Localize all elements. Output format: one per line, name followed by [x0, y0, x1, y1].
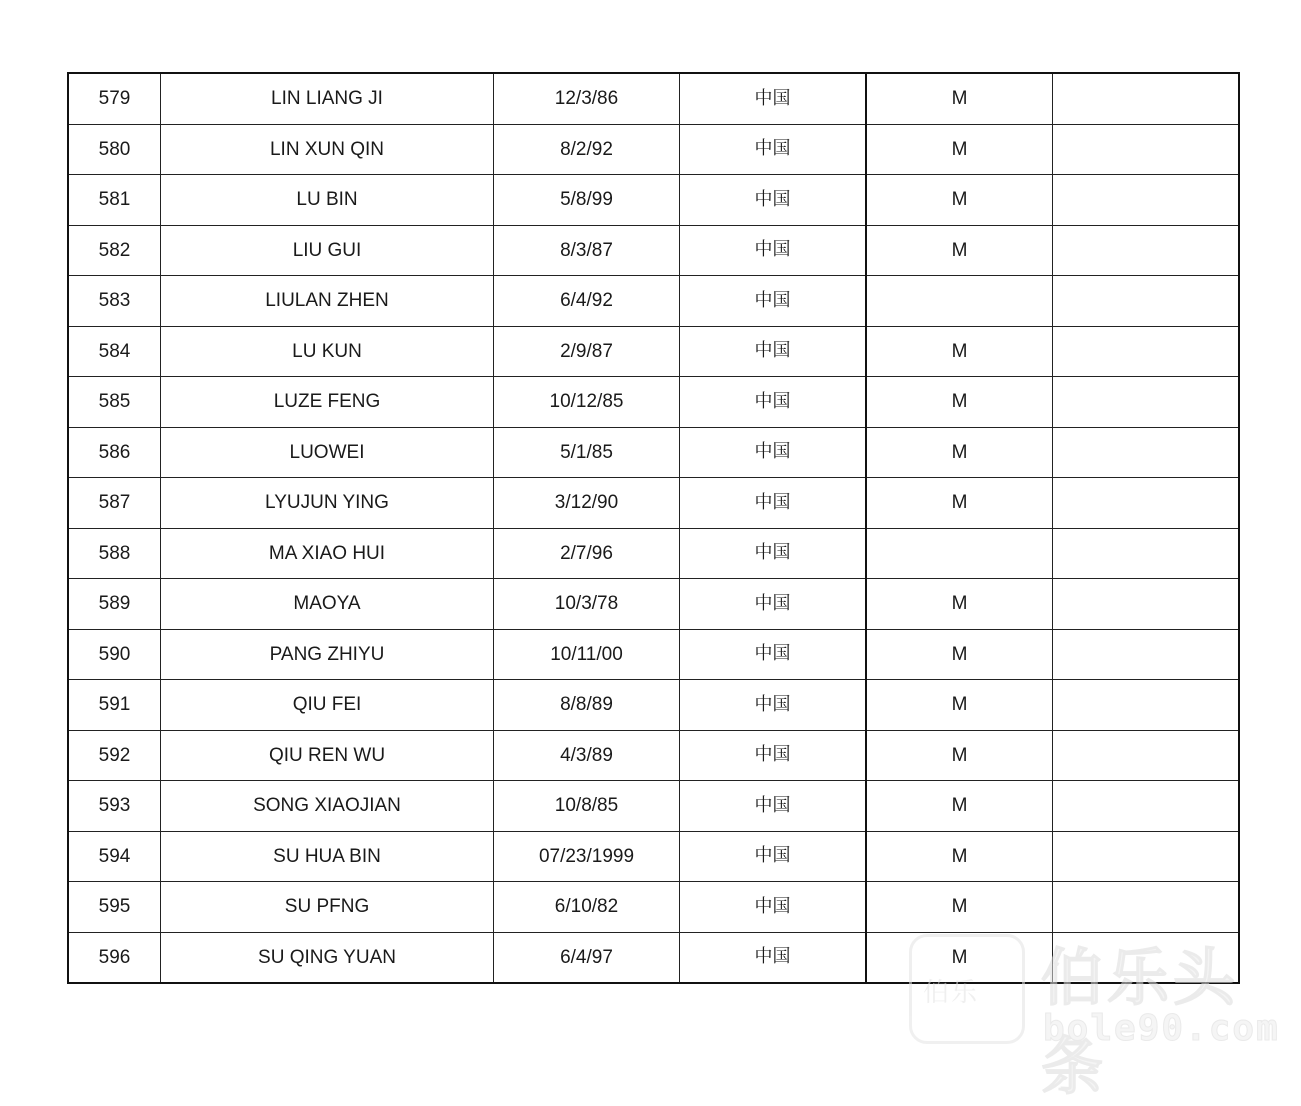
table-row [68, 680, 1239, 731]
table-row [68, 781, 1239, 832]
country-cell: 中国 [680, 175, 867, 226]
name-cell: SU HUA BIN [161, 831, 494, 882]
gender-cell [866, 528, 1053, 579]
gender-cell: M [866, 478, 1053, 529]
extra-cell [1053, 680, 1240, 731]
row-number-cell: 595 [68, 882, 161, 933]
country-cell: 中国 [680, 528, 867, 579]
gender-cell: M [866, 932, 1053, 983]
country-cell: 中国 [680, 680, 867, 731]
gender-cell: M [866, 175, 1053, 226]
extra-cell [1053, 175, 1240, 226]
gender-cell: M [866, 326, 1053, 377]
table-row [68, 579, 1239, 630]
watermark-url: bole90.com [1043, 1008, 1280, 1049]
name-cell: QIU REN WU [161, 730, 494, 781]
table-row [68, 276, 1239, 327]
name-cell: LU BIN [161, 175, 494, 226]
birth-date-cell: 4/3/89 [494, 730, 680, 781]
birth-date-cell: 2/9/87 [494, 326, 680, 377]
table-row [68, 225, 1239, 276]
row-number-cell: 581 [68, 175, 161, 226]
row-number-cell: 583 [68, 276, 161, 327]
watermark-title: 伯乐头条 [1041, 941, 1240, 1103]
extra-cell [1053, 73, 1240, 124]
gender-cell [866, 276, 1053, 327]
extra-cell [1053, 730, 1240, 781]
row-number-cell: 589 [68, 579, 161, 630]
name-cell: LIULAN ZHEN [161, 276, 494, 327]
birth-date-cell: 10/12/85 [494, 377, 680, 428]
row-number-cell: 587 [68, 478, 161, 529]
birth-date-cell: 5/8/99 [494, 175, 680, 226]
name-cell: SU PFNG [161, 882, 494, 933]
name-cell: LU KUN [161, 326, 494, 377]
gender-cell: M [866, 831, 1053, 882]
row-number-cell: 579 [68, 73, 161, 124]
name-cell: LYUJUN YING [161, 478, 494, 529]
name-cell: LIN XUN QIN [161, 124, 494, 175]
gender-cell: M [866, 882, 1053, 933]
birth-date-cell: 8/2/92 [494, 124, 680, 175]
roster-table [67, 72, 1240, 984]
row-number-cell: 594 [68, 831, 161, 882]
birth-date-cell: 10/11/00 [494, 629, 680, 680]
country-cell: 中国 [680, 73, 867, 124]
birth-date-cell: 5/1/85 [494, 427, 680, 478]
extra-cell [1053, 629, 1240, 680]
birth-date-cell: 12/3/86 [494, 73, 680, 124]
name-cell: LUZE FENG [161, 377, 494, 428]
extra-cell [1053, 831, 1240, 882]
name-cell: LIU GUI [161, 225, 494, 276]
birth-date-cell: 6/4/92 [494, 276, 680, 327]
country-cell: 中国 [680, 629, 867, 680]
row-number-cell: 593 [68, 781, 161, 832]
table-row [68, 124, 1239, 175]
extra-cell [1053, 528, 1240, 579]
gender-cell: M [866, 427, 1053, 478]
table-row [68, 427, 1239, 478]
name-cell: LIN LIANG JI [161, 73, 494, 124]
birth-date-cell: 10/8/85 [494, 781, 680, 832]
country-cell: 中国 [680, 882, 867, 933]
gender-cell: M [866, 781, 1053, 832]
country-cell: 中国 [680, 781, 867, 832]
birth-date-cell: 6/10/82 [494, 882, 680, 933]
table-row [68, 326, 1239, 377]
table-row [68, 73, 1239, 124]
country-cell: 中国 [680, 276, 867, 327]
gender-cell: M [866, 377, 1053, 428]
roster-table-body [68, 73, 1239, 983]
row-number-cell: 588 [68, 528, 161, 579]
table-row [68, 730, 1239, 781]
gender-cell: M [866, 73, 1053, 124]
birth-date-cell: 2/7/96 [494, 528, 680, 579]
country-cell: 中国 [680, 377, 867, 428]
country-cell: 中国 [680, 831, 867, 882]
country-cell: 中国 [680, 225, 867, 276]
table-row [68, 932, 1239, 983]
table-row [68, 377, 1239, 428]
name-cell: QIU FEI [161, 680, 494, 731]
table-row [68, 831, 1239, 882]
name-cell: MA XIAO HUI [161, 528, 494, 579]
birth-date-cell: 8/3/87 [494, 225, 680, 276]
extra-cell [1053, 579, 1240, 630]
gender-cell: M [866, 225, 1053, 276]
gender-cell: M [866, 124, 1053, 175]
birth-date-cell: 10/3/78 [494, 579, 680, 630]
table-row [68, 478, 1239, 529]
birth-date-cell: 3/12/90 [494, 478, 680, 529]
gender-cell: M [866, 629, 1053, 680]
country-cell: 中国 [680, 124, 867, 175]
name-cell: PANG ZHIYU [161, 629, 494, 680]
row-number-cell: 596 [68, 932, 161, 983]
extra-cell [1053, 225, 1240, 276]
row-number-cell: 586 [68, 427, 161, 478]
table-row [68, 629, 1239, 680]
extra-cell [1053, 377, 1240, 428]
extra-cell [1053, 427, 1240, 478]
birth-date-cell: 6/4/97 [494, 932, 680, 983]
country-cell: 中国 [680, 730, 867, 781]
extra-cell [1053, 781, 1240, 832]
country-cell: 中国 [680, 932, 867, 983]
table-row [68, 175, 1239, 226]
row-number-cell: 580 [68, 124, 161, 175]
country-cell: 中国 [680, 326, 867, 377]
row-number-cell: 582 [68, 225, 161, 276]
extra-cell [1053, 326, 1240, 377]
table-row [68, 528, 1239, 579]
country-cell: 中国 [680, 579, 867, 630]
name-cell: SONG XIAOJIAN [161, 781, 494, 832]
row-number-cell: 584 [68, 326, 161, 377]
extra-cell [1053, 276, 1240, 327]
row-number-cell: 590 [68, 629, 161, 680]
name-cell: MAOYA [161, 579, 494, 630]
name-cell: LUOWEI [161, 427, 494, 478]
country-cell: 中国 [680, 478, 867, 529]
birth-date-cell: 07/23/1999 [494, 831, 680, 882]
name-cell: SU QING YUAN [161, 932, 494, 983]
gender-cell: M [866, 579, 1053, 630]
birth-date-cell: 8/8/89 [494, 680, 680, 731]
country-cell: 中国 [680, 427, 867, 478]
extra-cell [1053, 882, 1240, 933]
extra-cell [1053, 478, 1240, 529]
row-number-cell: 592 [68, 730, 161, 781]
gender-cell: M [866, 680, 1053, 731]
row-number-cell: 591 [68, 680, 161, 731]
table-row [68, 882, 1239, 933]
row-number-cell: 585 [68, 377, 161, 428]
watermark-logo-text: 伯乐 [923, 978, 980, 1008]
extra-cell [1053, 932, 1240, 983]
gender-cell: M [866, 730, 1053, 781]
extra-cell [1053, 124, 1240, 175]
